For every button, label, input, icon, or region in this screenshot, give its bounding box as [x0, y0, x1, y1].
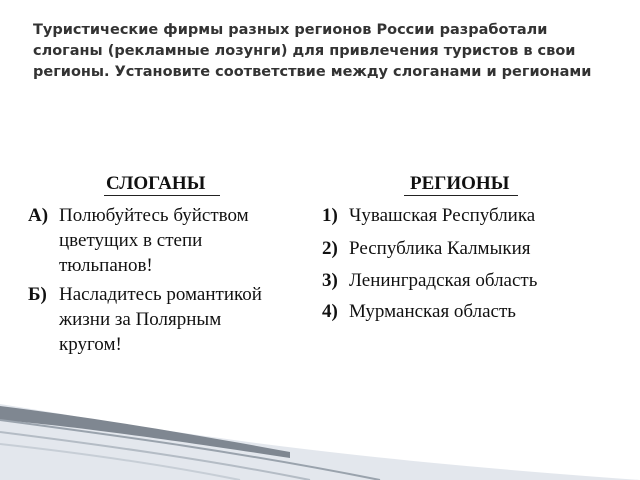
slide-corner-decoration	[0, 390, 640, 480]
slogan-line: Полюбуйтесь буйством	[59, 205, 249, 226]
region-label: Чувашская Республика	[349, 205, 536, 226]
region-label: Республика Калмыкия	[349, 238, 531, 259]
slogan-line: цветущих в степи	[59, 230, 203, 251]
slogan-line: Насладитесь романтикой	[59, 284, 262, 305]
region-marker: 2)	[322, 238, 338, 259]
region-marker: 4)	[322, 301, 338, 322]
slogans-header: СЛОГАНЫ	[106, 173, 206, 194]
slogan-line: жизни за Полярным	[59, 309, 222, 330]
slogan-line: кругом!	[59, 334, 122, 355]
slogan-marker: Б)	[28, 284, 47, 305]
region-label: Ленинградская область	[349, 270, 538, 291]
regions-header-underline	[404, 195, 518, 196]
region-marker: 1)	[322, 205, 338, 226]
slide-title: Туристические фирмы разных регионов России разработали слоганы (рекламные лозунги) для привлечения туристов в свои регионы. Установите соответствие между слоганами и регионами	[33, 22, 592, 80]
slogan-text	[59, 282, 262, 357]
regions-header: РЕГИОНЫ	[410, 173, 510, 194]
region-marker: 3)	[322, 270, 338, 291]
slogans-header-underline	[104, 195, 220, 196]
slogan-line: тюльпанов!	[59, 255, 153, 276]
slogan-text	[59, 203, 249, 278]
slogan-marker: А)	[28, 205, 49, 226]
region-label: Мурманская область	[349, 301, 516, 322]
